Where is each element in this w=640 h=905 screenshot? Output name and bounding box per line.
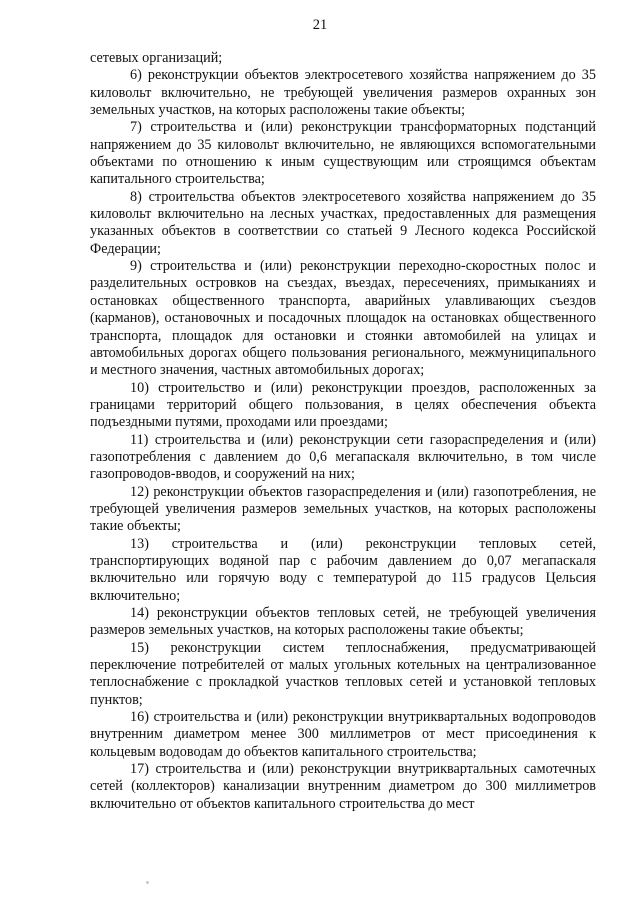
paragraph-item-15: 15) реконструкции систем теплоснабжения, предусматривающей переключение потребителей от малых угольных котельных на централизованное теплоснабжение с прокладкой участков тепловых сетей и установкой тепловых пунктов; <box>90 639 596 708</box>
paragraph-item-9: 9) строительства и (или) реконструкции переходно-скоростных полос и разделительных островков на съездах, въездах, пересечениях, примыканиях и остановках общественного транспорта, аварийных улавливающих съездов (карманов), остановочных и посадочных площадок на остановках общественного транспорта, площадок для остановки и стоянки автомобилей на улицах и автомобильных дорогах общего пользования регионального, межмуниципального и местного значения, частных автомобильных дорогах; <box>90 258 596 379</box>
paragraph-item-8: 8) строительства объектов электросетевого хозяйства напряжением до 35 киловольт включительно на лесных участках, предоставленных для размещения указанных объектов в соответствии со статьей 9 Лесного кодекса Российской Федерации; <box>90 188 596 257</box>
paragraph-item-12: 12) реконструкции объектов газораспределения и (или) газопотребления, не требующей увеличения размеров земельных участков, на которых расположены такие объекты; <box>90 483 596 535</box>
paragraph-item-11: 11) строительства и (или) реконструкции сети газораспределения и (или) газопотребления с давлением до 0,6 мегапаскаля включительно, в том числе газопроводов-вводов, и сооружений на них; <box>90 431 596 483</box>
paragraph-item-17: 17) строительства и (или) реконструкции внутриквартальных самотечных сетей (коллекторов) канализации внутренним диаметром до 300 миллиметров включительно от объектов капитального строительства до мест <box>90 761 596 812</box>
paragraph-item-6: 6) реконструкции объектов электросетевого хозяйства напряжением до 35 киловольт включительно, не требующей увеличения размеров охранных зон земельных участков, на которых расположены такие объекты; <box>90 67 596 119</box>
paragraph-item-14: 14) реконструкции объектов тепловых сетей, не требующей увеличения размеров земельных участков, на которых расположены такие объекты; <box>90 605 596 639</box>
paragraph-item-13: 13) строительства и (или) реконструкции тепловых сетей, транспортирующих водяной пар с рабочим давлением до 0,07 мегапаскаля включительно или горячую воду с температурой до 115 градусов Цельсия включительно; <box>90 535 596 604</box>
page-number: 21 <box>312 17 328 33</box>
paragraph-item-16: 16) строительства и (или) реконструкции внутриквартальных водопроводов внутренним диаметром менее 300 миллиметров от мест присоединения к кольцевым водоводам до объектов капитального строительства; <box>90 709 596 760</box>
scan-speck <box>146 881 149 884</box>
paragraph-item-10: 10) строительство и (или) реконструкции проездов, расположенных за границами территорий общего пользования, в целях обеспечения объекта подъездными путями, проходами или проездами; <box>90 379 596 431</box>
paragraph-item-7: 7) строительства и (или) реконструкции трансформаторных подстанций напряжением до 35 киловольт включительно, не являющихся вспомогательными объектами по отношению к иным существующим или строящимся объектам капитального строительства; <box>90 119 596 188</box>
body-text <box>90 50 596 813</box>
paragraph-continuation: сетевых организаций; <box>90 50 223 66</box>
